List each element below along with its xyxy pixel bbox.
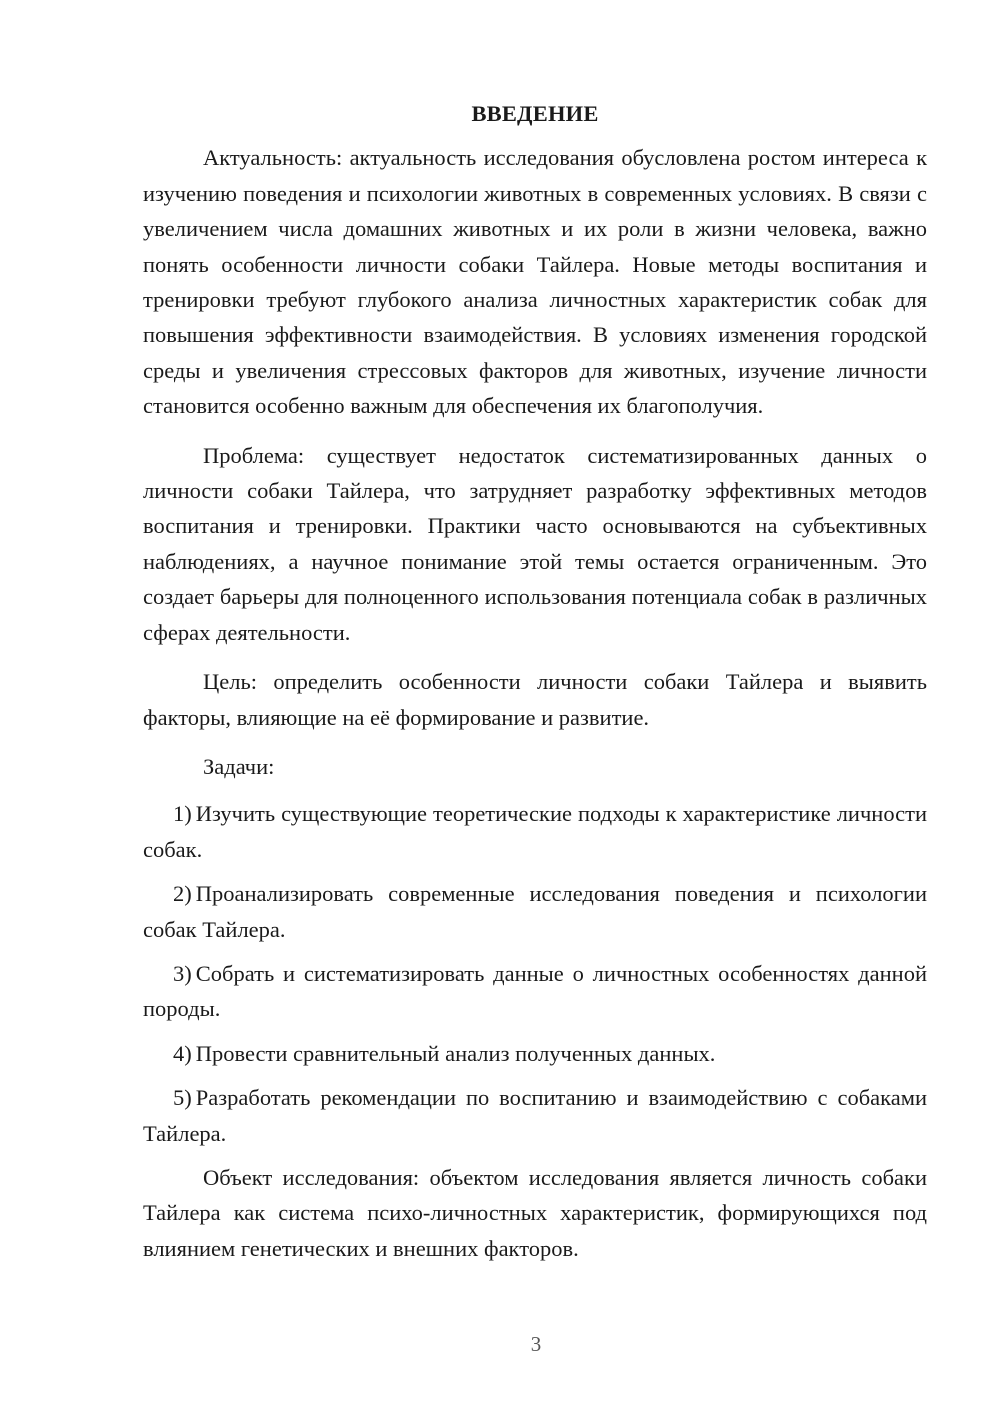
task-text: Изучить существующие теоретические подходы к характеристике личности собак. xyxy=(143,801,927,862)
page-content xyxy=(143,96,927,1280)
task-number: 4) xyxy=(173,1040,192,1066)
task-item xyxy=(143,1080,927,1151)
task-text: Разработать рекомендации по воспитанию и взаимодействию с собаками Тайлера. xyxy=(143,1085,927,1146)
goal-paragraph: Цель: определить особенности личности собаки Тайлера и выявить факторы, влияющие на её формирование и развитие. xyxy=(143,669,927,730)
relevance-paragraph: Актуальность: актуальность исследования обусловлена ростом интереса к изучению поведения и психологии животных в современных условиях. В связи с увеличением числа домашних животных и их роли в жизни человека, важно понять особенности личности собаки Тайлера. Новые методы воспитания и тренировки требуют глубокого анализа личностных характеристик собак для повышения эффективности взаимодействия. В условиях изменения городской среды и увеличения стрессовых факторов для животных, изучение личности становится особенно важным для обеспечения их благополучия. xyxy=(143,145,927,419)
page-number: 3 xyxy=(530,1332,542,1356)
task-number: 3) xyxy=(173,960,192,986)
object-paragraph: Объект исследования: объектом исследования является личность собаки Тайлера как система психо-личностных характеристик, формирующихся под влиянием генетических и внешних факторов. xyxy=(143,1164,927,1261)
task-number: 5) xyxy=(173,1085,192,1111)
task-text: Собрать и систематизировать данные о личностных особенностях данной породы. xyxy=(143,960,927,1022)
task-number: 1) xyxy=(173,801,192,827)
task-item xyxy=(143,796,927,867)
task-text: Проанализировать современные исследования поведения и психологии собак Тайлера. xyxy=(143,881,927,942)
problem-paragraph: Проблема: существует недостаток систематизированных данных о личности собаки Тайлера, что затрудняет разработку эффективных методов воспитания и тренировки. Практики часто основываются на субъективных наблюдениях, а научное понимание этой темы остается ограниченным. Это создает барьеры для полноценного использования потенциала собак в различных сферах деятельности. xyxy=(143,442,927,645)
task-item xyxy=(143,956,927,1027)
tasks-label: Задачи: xyxy=(203,753,275,779)
task-number: 2) xyxy=(173,881,192,907)
section-heading: ВВЕДЕНИЕ xyxy=(471,101,599,126)
task-item xyxy=(143,876,927,947)
task-text: Провести сравнительный анализ полученных данных. xyxy=(195,1040,716,1066)
task-item xyxy=(143,1036,927,1071)
